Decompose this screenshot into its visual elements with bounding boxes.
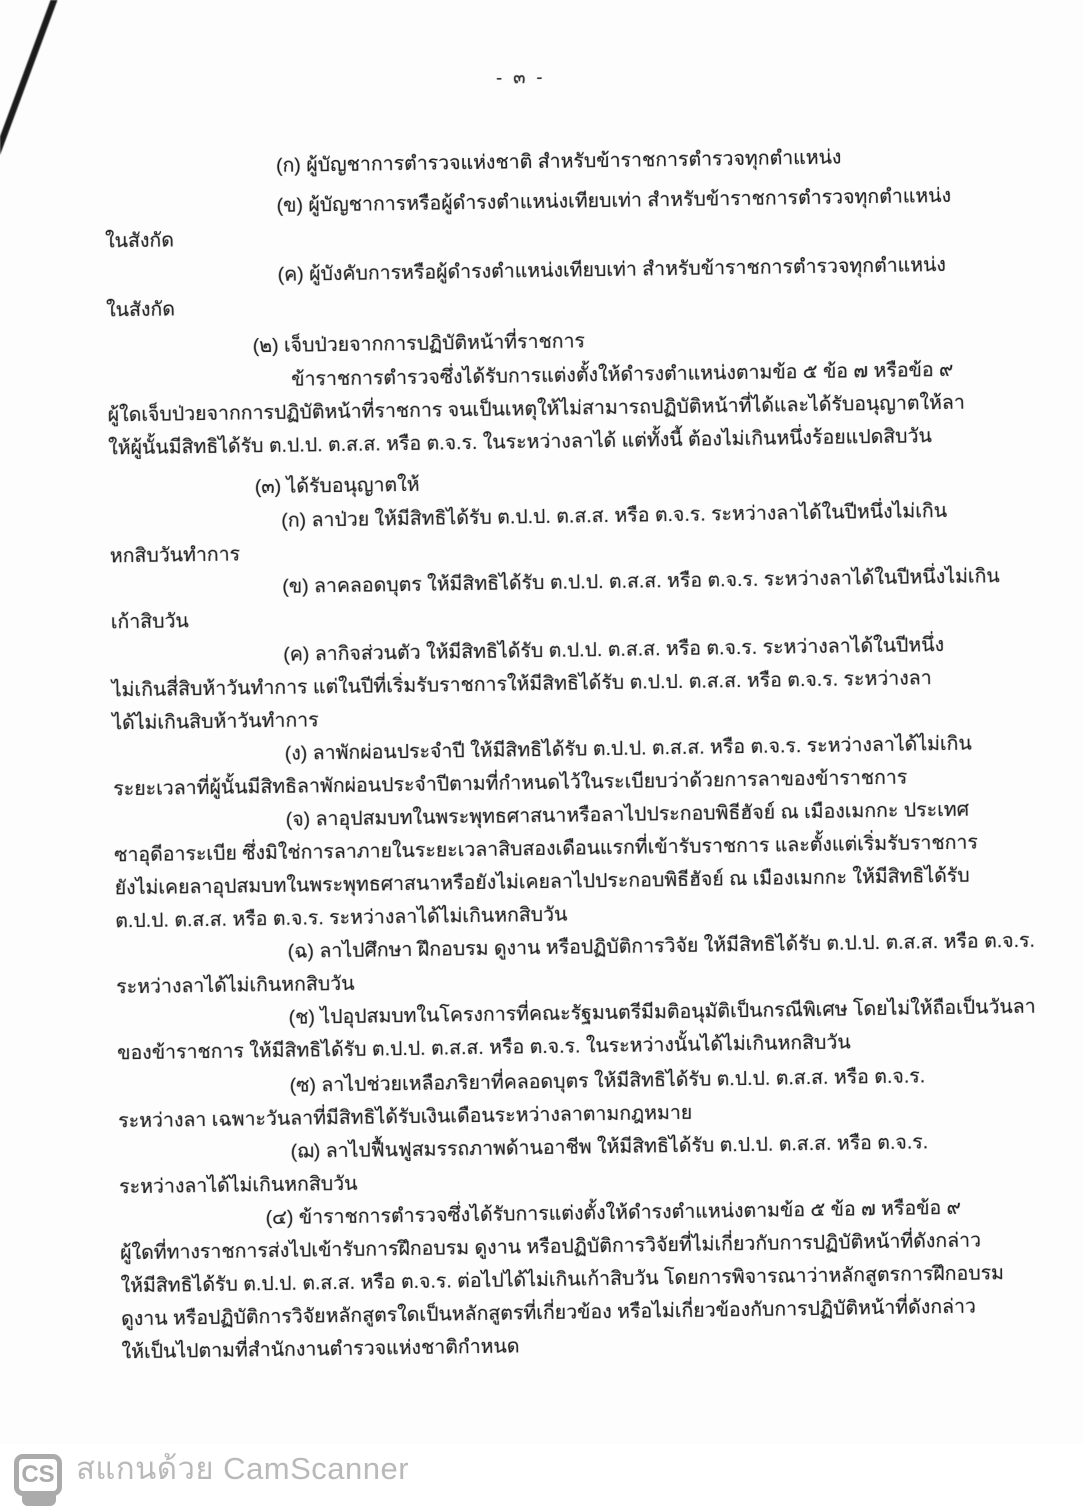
text-line: ผู้ใดเจ็บป่วยจากการปฏิบัติหน้าที่ราชการ จนเป็นเหตุให้ไม่สามารถปฏิบัติหน้าที่ได้และได้รับอนุญาตให้ลา	[107, 391, 965, 427]
text-line: ในสังกัด	[104, 229, 175, 253]
text-line: ระยะเวลาที่ผู้นั้นมีสิทธิลาพักผ่อนประจำปีตามที่กำหนดไว้ในระเบียบว่าด้วยการลาของข้าราชการ	[113, 766, 908, 801]
document-body	[104, 139, 1036, 1369]
text-line: ข้าราชการตำรวจซึ่งได้รับการแต่งตั้งให้ดำรงตำแหน่งตามข้อ ๕ ข้อ ๗ หรือข้อ ๙	[291, 358, 954, 391]
text-line: ของข้าราชการ ให้มีสิทธิได้รับ ต.ป.ป. ต.ส.ส. หรือ ต.จ.ร. ในระหว่างนั้นได้ไม่เกินหกสิบวัน	[117, 1031, 851, 1065]
text-line: (๒) เจ็บป่วยจากการปฏิบัติหน้าที่ราชการ	[252, 330, 586, 358]
camscanner-logo-tab	[22, 1493, 56, 1506]
text-line: ให้มีสิทธิได้รับ ต.ป.ป. ต.ส.ส. หรือ ต.จ.ร. ต่อไปได้ไม่เกินเก้าสิบวัน โดยการพิจารณาว่าหลักสูตรการฝึกอบรม	[120, 1262, 1005, 1298]
camscanner-logo-icon	[14, 1454, 62, 1496]
text-line: ซาอุดีอาระเบีย ซึ่งมิใช่การลาภายในระยะเวลาสิบสองเดือนแรกที่เข้ารับราชการ และตั้งแต่เริ่มรับราชการ	[114, 831, 979, 867]
camscanner-footer	[0, 1444, 1083, 1510]
text-line: (ก) ผู้บัญชาการตำรวจแห่งชาติ สำหรับข้าราชการตำรวจทุกตำแหน่ง	[275, 146, 842, 177]
text-line: ได้ไม่เกินสิบห้าวันทำการ	[112, 709, 319, 735]
text-line: ดูงาน หรือปฏิบัติการวิจัยหลักสูตรใดเป็นหลักสูตรที่เกี่ยวข้อง หรือไม่เกี่ยวข้องกับการปฏิบัติหน้าที่ดังกล่าว	[120, 1295, 977, 1331]
text-line: (ซ) ลาไปช่วยเหลือภริยาที่คลอดบุตร ให้มีสิทธิได้รับ ต.ป.ป. ต.ส.ส. หรือ ต.จ.ร.	[289, 1065, 926, 1097]
text-line: (จ) ลาอุปสมบทในพระพุทธศาสนาหรือลาไปประกอบพิธีฮัจย์ ณ เมืองเมกกะ ประเทศ	[285, 798, 970, 831]
text-line: ในสังกัด	[106, 298, 176, 322]
text-line: (ฉ) ลาไปศึกษา ฝึกอบรม ดูงาน หรือปฏิบัติการวิจัย ให้มีสิทธิได้รับ ต.ป.ป. ต.ส.ส. หรือ ต.จ.ร.	[287, 929, 1036, 963]
camscanner-watermark-text: สแกนด้วย CamScanner	[76, 1451, 410, 1486]
text-line: (ช) ไปอุปสมบทในโครงการที่คณะรัฐมนตรีมีมติอนุมัติเป็นกรณีพิเศษ โดยไม่ให้ถือเป็นวันลา	[288, 995, 1036, 1029]
text-line: ยังไม่เคยลาอุปสมบทในพระพุทธศาสนาหรือยังไม่เคยลาไปประกอบพิธีฮัจย์ ณ เมืองเมกกะ ให้มีสิทธิได้รับ	[114, 864, 970, 900]
text-line: ผู้ใดที่ทางราชการส่งไปเข้ารับการฝึกอบรม ดูงาน หรือปฏิบัติการวิจัยที่ไม่เกี่ยวกับการปฏิบัติหน้าที่ดังกล่าว	[119, 1229, 982, 1265]
camscanner-logo-text: CS	[21, 1461, 55, 1488]
page-number: - ๓ -	[495, 66, 546, 88]
text-line: ไม่เกินสี่สิบห้าวันทำการ แต่ในปีที่เริ่มรับราชการให้มีสิทธิได้รับ ต.ป.ป. ต.ส.ส. หรือ ต.จ.ร. ระหว่างลา	[111, 667, 932, 702]
text-line: (ข) ผู้บัญชาการหรือผู้ดำรงตำแหน่งเทียบเท่า สำหรับข้าราชการตำรวจทุกตำแหน่ง	[276, 184, 952, 217]
text-line: (ฌ) ลาไปฟื้นฟูสมรรถภาพด้านอาชีพ ให้มีสิทธิได้รับ ต.ป.ป. ต.ส.ส. หรือ ต.จ.ร.	[290, 1131, 929, 1163]
text-line: (ก) ลาป่วย ให้มีสิทธิได้รับ ต.ป.ป. ต.ส.ส. หรือ ต.จ.ร. ระหว่างลาได้ในปีหนึ่งไม่เกิน	[281, 499, 948, 532]
text-line: (ค) ลากิจส่วนตัว ให้มีสิทธิได้รับ ต.ป.ป. ต.ส.ส. หรือ ต.จ.ร. ระหว่างลาได้ในปีหนึ่ง	[283, 634, 945, 666]
text-line: เก้าสิบวัน	[110, 610, 189, 634]
text-line: ต.ป.ป. ต.ส.ส. หรือ ต.จ.ร. ระหว่างลาได้ไม่เกินหกสิบวัน	[115, 903, 568, 933]
text-line: ระหว่างลาได้ไม่เกินหกสิบวัน	[116, 972, 355, 999]
text-line: ระหว่างลาได้ไม่เกินหกสิบวัน	[119, 1172, 358, 1199]
text-line: ให้เป็นไปตามที่สำนักงานตำรวจแห่งชาติกำหนด	[121, 1335, 520, 1364]
text-line: หกสิบวันทำการ	[109, 543, 241, 568]
text-line: (ง) ลาพักผ่อนประจำปี ให้มีสิทธิได้รับ ต.ป.ป. ต.ส.ส. หรือ ต.จ.ร. ระหว่างลาได้ไม่เกิน	[284, 732, 972, 765]
text-line: (๓) ได้รับอนุญาตให้	[254, 473, 420, 499]
text-line: ระหว่างลา เฉพาะวันลาที่มีสิทธิได้รับเงินเดือนระหว่างลาตามกฎหมาย	[118, 1101, 693, 1133]
text-line: (๔) ข้าราชการตำรวจซึ่งได้รับการแต่งตั้งให้ดำรงตำแหน่งตามข้อ ๕ ข้อ ๗ หรือข้อ ๙	[265, 1196, 962, 1230]
text-line: (ค) ผู้บังคับการหรือผู้ดำรงตำแหน่งเทียบเท่า สำหรับข้าราชการตำรวจทุกตำแหน่ง	[277, 253, 947, 286]
text-line: ให้ผู้นั้นมีสิทธิได้รับ ต.ป.ป. ต.ส.ส. หรือ ต.จ.ร. ในระหว่างลาได้ แต่ทั้งนี้ ต้องไม่เกินหนึ่งร้อยแปดสิบวัน	[108, 425, 932, 460]
text-line: (ข) ลาคลอดบุตร ให้มีสิทธิได้รับ ต.ป.ป. ต.ส.ส. หรือ ต.จ.ร. ระหว่างลาได้ในปีหนึ่งไม่เกิน	[282, 565, 1000, 598]
